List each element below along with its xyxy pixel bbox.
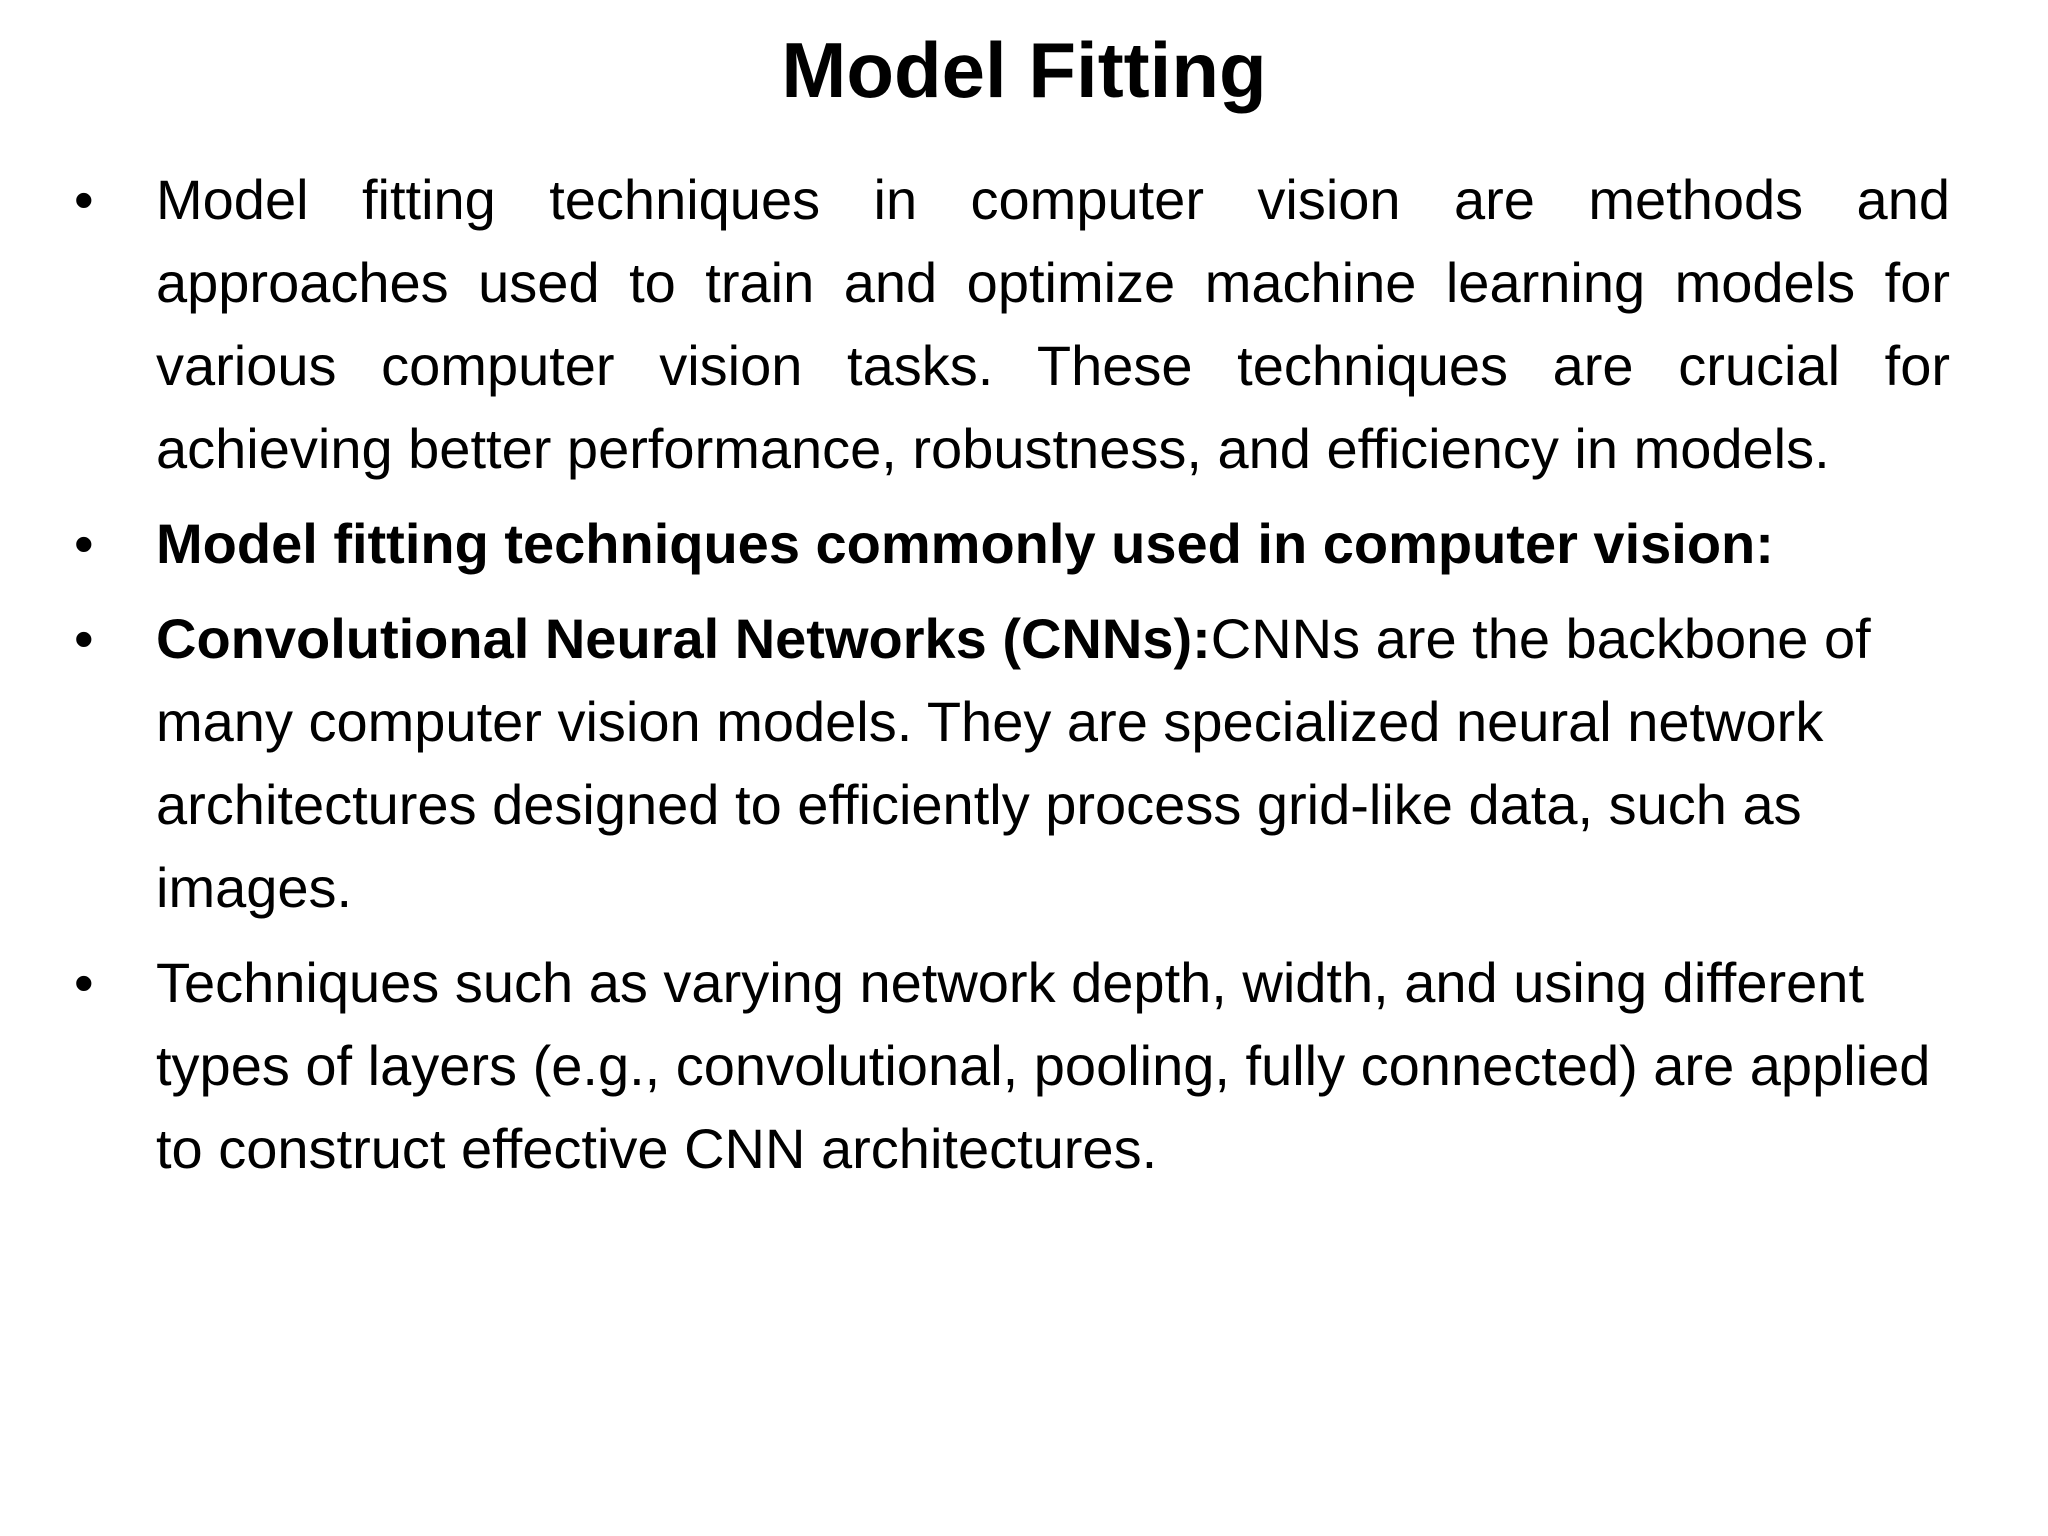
- bullet-text: Model fitting techniques in computer vision are methods and approaches used to train and optimize machine learning models for various computer vision tasks. These techniques are crucial for achieving better performance, robustness, and efficiency in models.: [156, 168, 1950, 480]
- bullet-icon: •: [74, 168, 94, 231]
- bullet-item-cnn: [70, 597, 1950, 929]
- bullet-text: CNNs are the backbone of many computer vision models. They are specialized neural network architectures designed to efficiently process grid-like data, such as images.: [156, 607, 1871, 919]
- bullet-item-intro: [70, 158, 1950, 490]
- bullet-bold-text: Convolutional Neural Networks (CNNs):: [156, 607, 1211, 670]
- bullet-icon: •: [74, 951, 94, 1014]
- bullet-item-techniques-heading: [70, 502, 1950, 585]
- bullet-list: [70, 158, 1950, 1202]
- bullet-bold-text: Model fitting techniques commonly used in computer vision:: [156, 512, 1774, 575]
- bullet-item-architectures: [70, 941, 1950, 1190]
- slide-title: Model Fitting: [781, 26, 1267, 114]
- bullet-icon: •: [74, 607, 94, 670]
- bullet-icon: •: [74, 512, 94, 575]
- bullet-text: Techniques such as varying network depth, width, and using different types of layers (e.g., convolutional, pooling, fully connected) are applied to construct effective CNN architectures.: [156, 951, 1931, 1180]
